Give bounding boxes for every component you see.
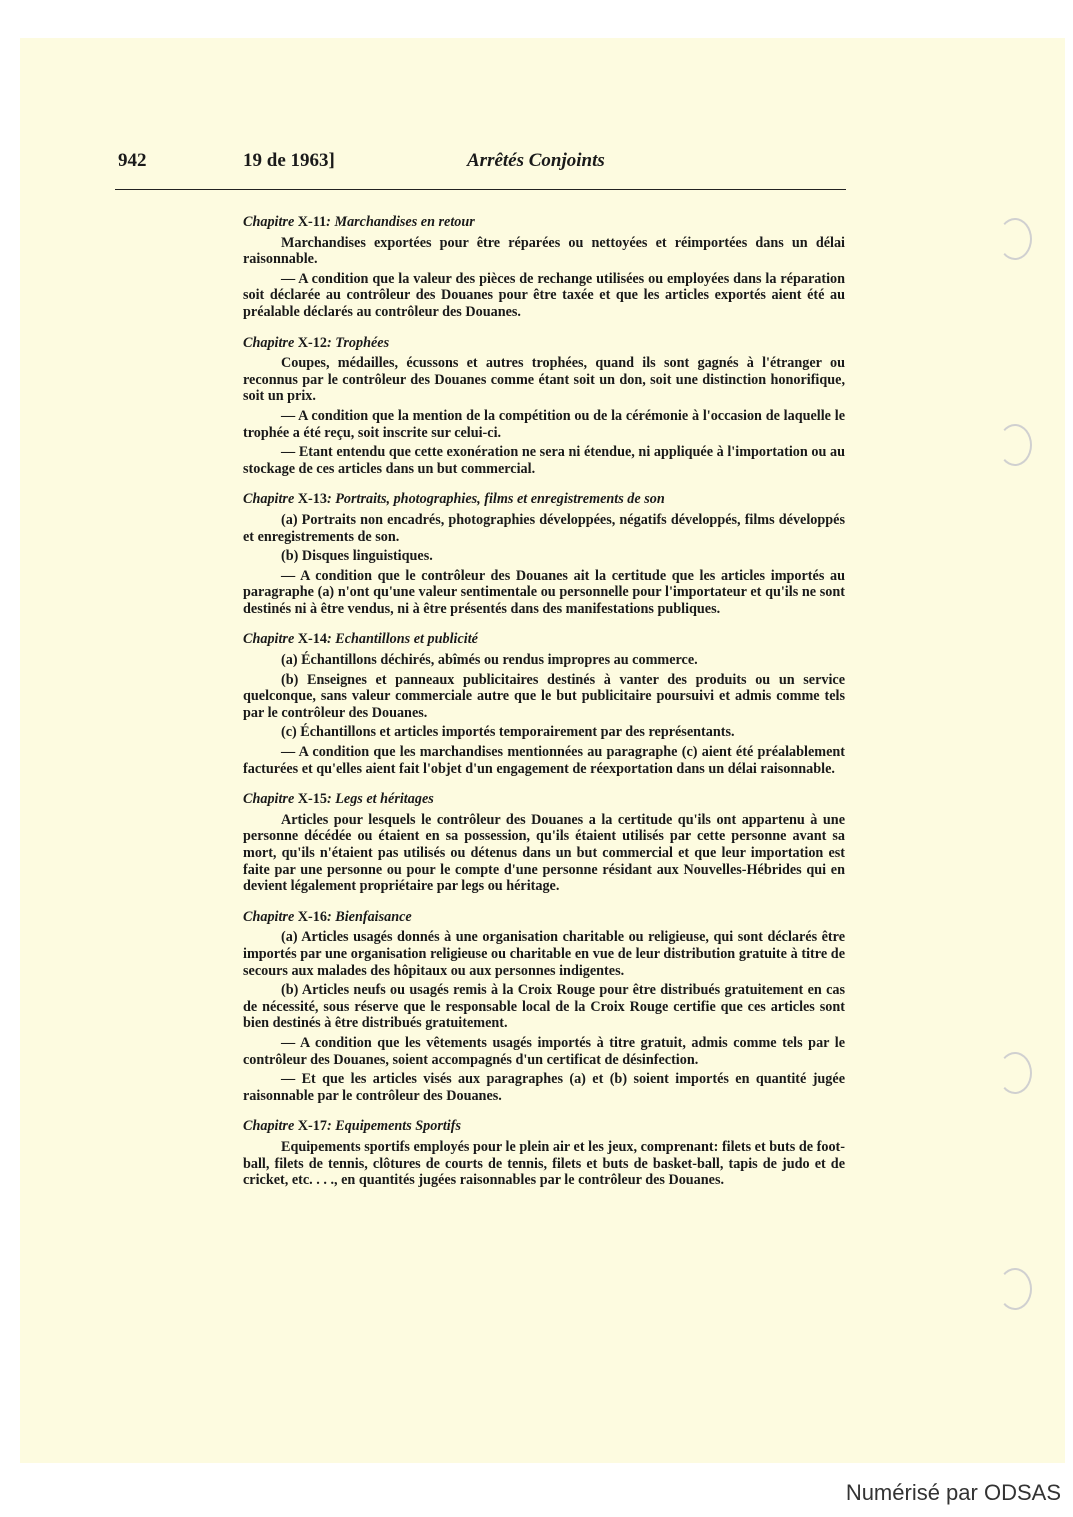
chapter-number: X-15 [297,791,327,808]
punch-hole-3 [998,1052,1032,1094]
chapter-paragraph: (a) Articles usagés donnés à une organisation charitable ou religieuse, qui sont déclarés être importés par une organisation religieuse ou charitable en vue de leur distribution gratuite à titre de secours aux malades des hôpitaux ou aux personnes indigentes. [243,929,845,979]
chapter-prefix: Chapitre [243,491,295,508]
punch-hole-1 [998,218,1032,260]
header-rule [115,189,846,190]
header-date: 19 de 1963] [243,150,335,171]
chapter-heading: Chapitre X-15: Legs et héritages [243,791,434,808]
punch-hole-2 [998,424,1032,466]
chapter-paragraph: Coupes, médailles, écussons et autres trophées, quand ils sont gagnés à l'étranger ou reconnus par le contrôleur des Douanes comme étant soit un don, soit une distinction honorifique, soit un prix. [243,355,845,405]
chapter-title: Trophées [335,334,390,351]
punch-hole-4 [998,1268,1032,1310]
chapter-paragraph: — A condition que la valeur des pièces de rechange utilisées ou employées dans la réparation soit déclarée au contrôleur des Douanes pour être taxée et que les articles exportés aient été au préalable déclarés au contrôleur des Douanes. [243,270,845,320]
chapter-prefix: Chapitre [243,908,295,925]
chapter-paragraph: Marchandises exportées pour être réparées ou nettoyées et réimportées dans un délai raisonnable. [243,234,845,268]
digitization-credit: Numérisé par ODSAS [845,1480,1061,1505]
chapter-title: Echantillons et publicité [335,631,478,648]
chapter-paragraph: — A condition que la mention de la compétition ou de la cérémonie à l'occasion de laquelle le trophée a été reçu, soit inscrite sur celui-ci. [243,407,845,441]
chapter-prefix: Chapitre [243,214,295,230]
chapter-heading: Chapitre X-11: Marchandises en retour [243,214,475,230]
chapter-paragraph: Articles pour lesquels le contrôleur des Douanes a la certitude qu'ils ont appartenu à une personne décédée ou étaient en sa possession, qu'ils étaient utilisés par cette personne avant sa mort, qu'ils n'étaient pas utilisés ou détenus dans un but commercial et que leur importation est faite par une personne ou pour le compte d'une personne résidant aux Nouvelles-Hébrides qui en devient légalement propriétaire par legs ou héritage. [243,811,845,895]
chapter-paragraph: (b) Articles neufs ou usagés remis à la Croix Rouge pour être distribués gratuitement en cas de nécessité, sous réserve que le responsable local de la Croix Rouge certifie que ces articles sont bien destinés à être distribués gratuitement. [243,982,845,1032]
chapter-title: Equipements Sportifs [335,1118,461,1135]
chapter-title: Marchandises en retour [334,214,475,230]
chapter-paragraph: — A condition que les marchandises mentionnées au paragraphe (c) aient été préalablement facturées et qu'elles aient fait l'objet d'un engagement de réexportation dans un délai raisonnable. [243,744,845,777]
chapter-prefix: Chapitre [243,1118,295,1135]
chapter-number: X-11 [297,214,327,230]
chapter-paragraph: — A condition que le contrôleur des Douanes ait la certitude que les articles importés au paragraphe (a) n'ont qu'une valeur sentimentale ou personnelle pour l'importateur et qu'ils ne sont destinés ni à être vendus, ni à être présentés dans des manifestations publiques. [243,567,845,617]
chapter-number: X-14 [297,631,327,648]
chapter-paragraph: — Etant entendu que cette exonération ne sera ni étendue, ni appliquée à l'importation ou au stockage de ces articles dans un but commercial. [243,444,845,477]
chapter-paragraph: — Et que les articles visés aux paragraphes (a) et (b) soient importés en quantité jugée raisonnable par le contrôleur des Douanes. [243,1071,845,1104]
chapter-number: X-17 [297,1118,327,1135]
chapter-paragraph: (b) Enseignes et panneaux publicitaires destinés à vanter des produits ou un service quelconque, sans valeur commerciale autre que le but publicitaire poursuivi et admis comme tels par le contrôleur des Douanes. [243,671,845,721]
chapter-paragraph: (a) Échantillons déchirés, abîmés ou rendus impropres au commerce. [281,652,698,669]
chapter-paragraph: (b) Disques linguistiques. [281,548,433,565]
page-number: 942 [118,150,147,171]
chapter-heading: Chapitre X-12: Trophées [243,334,390,351]
chapter-heading: Chapitre X-13: Portraits, photographies, films et enregistrements de son [243,491,665,508]
chapter-paragraph: (c) Échantillons et articles importés temporairement par des représentants. [281,724,735,741]
chapter-paragraph: (a) Portraits non encadrés, photographies développées, négatifs développés, films développés et enregistrements de son. [243,511,845,545]
document-body [243,214,845,1192]
chapter-title: Bienfaisance [335,908,412,925]
chapter-heading: Chapitre X-17: Equipements Sportifs [243,1118,461,1135]
chapter-prefix: Chapitre [243,631,295,648]
chapter-number: X-12 [297,334,327,351]
chapter-paragraph: Equipements sportifs employés pour le plein air et les jeux, comprenant: filets et buts de foot-ball, filets de tennis, clôtures de courts de tennis, filets et buts de basket-ball, tapis de judo et de cricket, etc. . . ., en quantités jugées raisonnables par le contrôleur des Douanes. [243,1138,845,1189]
chapter-number: X-16 [297,908,327,925]
chapter-heading: Chapitre X-16: Bienfaisance [243,908,412,925]
page-title: Arrêtés Conjoints [467,150,605,171]
chapter-prefix: Chapitre [243,334,295,351]
chapter-title: Legs et héritages [335,791,434,808]
chapter-prefix: Chapitre [243,791,295,808]
chapter-title: Portraits, photographies, films et enregistrements de son [335,491,665,508]
chapter-heading: Chapitre X-14: Echantillons et publicité [243,631,478,648]
chapter-paragraph: — A condition que les vêtements usagés importés à titre gratuit, admis comme tels par le contrôleur des Douanes, soient accompagnés d'un certificat de désinfection. [243,1034,845,1068]
chapter-number: X-13 [297,491,327,508]
